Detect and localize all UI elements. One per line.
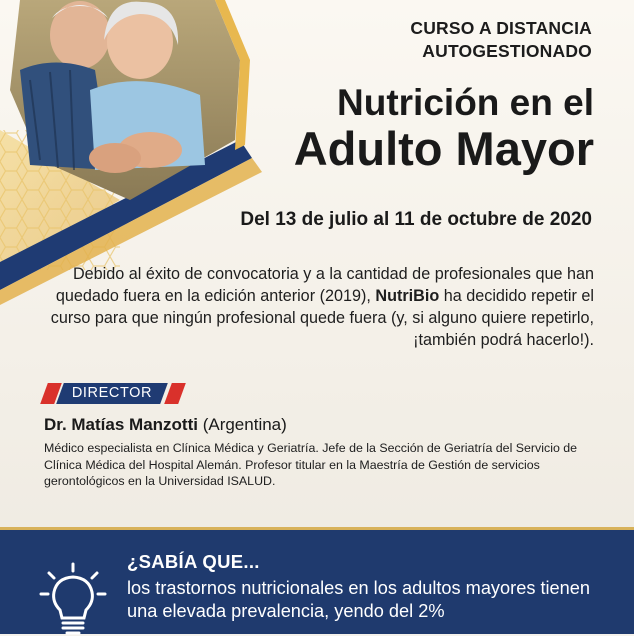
description-part2: ha decidido repetir el curso para que ningún profesional quede fuera (y, si alguno quiere repetirlo, ¡también podrá hacerlo!).: [50, 287, 594, 349]
description-part1: Debido al éxito de convocatoria y a la cantidad de profesionales que han quedado fuera en la edición anterior (2019),: [55, 265, 594, 305]
tag-accent-right: [164, 383, 186, 404]
director-name-text: Dr. Matías Manzotti: [44, 415, 198, 434]
director-tag: [44, 383, 184, 404]
page-title: [194, 83, 594, 175]
course-description: [34, 263, 594, 351]
did-you-know-heading: ¿SABÍA QUE...: [127, 551, 260, 572]
course-dates: Del 13 de julio al 11 de octubre de 2020: [240, 209, 592, 230]
brand-name: NutriBio: [375, 287, 440, 305]
director-tag-label: DIRECTOR: [71, 385, 153, 401]
course-type-line2: AUTOGESTIONADO: [422, 41, 592, 61]
title-line1: Nutrición en el: [337, 82, 594, 123]
title-line2: Adulto Mayor: [293, 122, 594, 175]
panel-gold-line: [0, 527, 634, 530]
course-type-line1: CURSO A DISTANCIA: [410, 18, 592, 38]
director-bio: Médico especialista en Clínica Médica y Geriatría. Jefe de la Sección de Geriatría del Servicio de Clínica Médica del Hospital Alemán. Profesor titular en la Maestría de Gestión de servicios gerontológicos en la Universidad ISALUD.: [44, 441, 578, 488]
director-country: (Argentina): [197, 415, 287, 434]
did-you-know-fact: los trastornos nutricionales en los adultos mayores tienen una elevada prevalencia, yendo del 2%: [127, 578, 591, 621]
course-type: [292, 17, 592, 63]
director-name: [44, 415, 287, 435]
lightbulb-icon: [38, 560, 108, 636]
